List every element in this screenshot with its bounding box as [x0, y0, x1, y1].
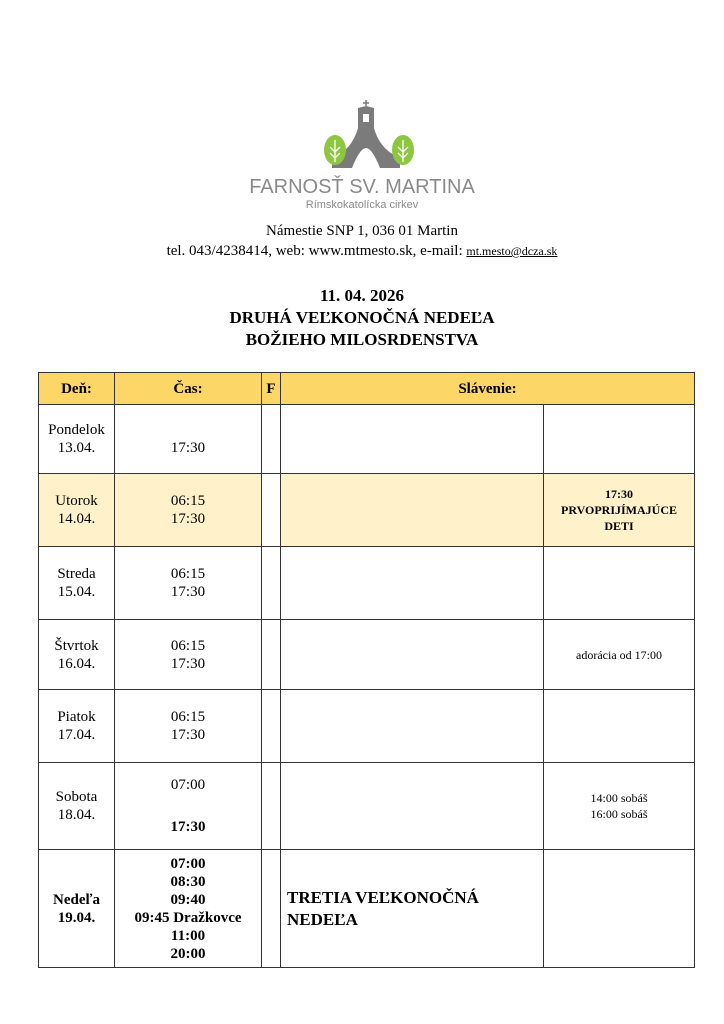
- day-name: Štvrtok: [54, 637, 99, 654]
- time-entry: 06:15: [170, 493, 206, 509]
- day-date: 17.04.: [57, 727, 96, 743]
- time-entry: 17:30: [170, 584, 206, 600]
- day-date: 19.04.: [57, 909, 96, 926]
- f-cell: [262, 690, 281, 763]
- day-name: Nedeľa: [52, 891, 101, 908]
- time-cell: [115, 620, 262, 690]
- day-date: 13.04.: [57, 440, 96, 456]
- day-cell: [39, 690, 115, 763]
- brand-subtitle: Rímskokatolícka cirkev: [305, 199, 419, 211]
- time-cell: [115, 405, 262, 474]
- note-cell: [544, 405, 695, 474]
- time-cell: [115, 547, 262, 620]
- address: Námestie SNP 1, 036 01 Martin: [266, 223, 458, 239]
- day-cell: [39, 547, 115, 620]
- title-line1: DRUHÁ VEĽKONOČNÁ NEDEĽA: [229, 308, 495, 327]
- table-row: [39, 850, 695, 968]
- f-cell: [262, 474, 281, 547]
- note-cell: [544, 690, 695, 763]
- day-name: Utorok: [55, 493, 98, 509]
- time-entry: 17:30: [170, 727, 206, 743]
- note-line: DETI: [604, 519, 634, 533]
- day-cell: [39, 405, 115, 474]
- parish-logo: [316, 98, 416, 170]
- celebration-cell: [281, 690, 544, 763]
- title-line2: BOŽIEHO MILOSRDENSTVA: [245, 330, 479, 349]
- day-date: 18.04.: [57, 807, 96, 823]
- note-cell: [544, 474, 695, 547]
- time-entry: 20:00: [170, 945, 206, 962]
- celebration-cell: [281, 547, 544, 620]
- time-entry: 17:30: [170, 440, 206, 456]
- f-cell: [262, 850, 281, 968]
- day-name: Sobota: [55, 789, 98, 805]
- table-row: [39, 405, 695, 474]
- time-entry: 11:00: [170, 927, 206, 944]
- time-cell: [115, 763, 262, 850]
- time-entry: 17:30: [170, 511, 206, 527]
- time-entry: 07:00: [170, 777, 206, 793]
- table-row: [39, 690, 695, 763]
- header-time: Čas:: [115, 373, 262, 405]
- email-link[interactable]: mt.mesto@dcza.sk: [466, 244, 558, 258]
- header-f: F: [262, 373, 281, 405]
- day-name: Streda: [57, 566, 96, 582]
- note-cell: [544, 763, 695, 850]
- contact-text: tel. 043/4238414, web: www.mtmesto.sk, e-mail:: [166, 243, 467, 259]
- schedule-table: [38, 372, 695, 968]
- celebration-cell: TRETIA VEĽKONOČNÁ NEDEĽA: [281, 850, 544, 968]
- time-cell: [115, 850, 262, 968]
- day-date: 14.04.: [57, 511, 96, 527]
- celebration-cell: [281, 763, 544, 850]
- note-line: 14:00 sobáš: [590, 791, 648, 805]
- contact-line: [0, 243, 724, 260]
- f-cell: [262, 620, 281, 690]
- day-date: 16.04.: [57, 655, 96, 672]
- day-name: Piatok: [57, 709, 96, 725]
- table-row: [39, 547, 695, 620]
- time-entry: 06:15: [170, 637, 206, 654]
- day-cell: [39, 763, 115, 850]
- time-entry: 09:45 Dražkovce: [134, 909, 242, 926]
- header-celebration: Slávenie:: [281, 373, 695, 405]
- time-entry: 17:30: [170, 655, 206, 672]
- time-entry: 08:30: [170, 873, 206, 890]
- time-cell: [115, 474, 262, 547]
- celebration-cell: [281, 474, 544, 547]
- day-date: 15.04.: [57, 584, 96, 600]
- note-cell: [544, 620, 695, 690]
- note-line: 16:00 sobáš: [590, 807, 648, 821]
- time-entry: 17:30: [170, 819, 206, 835]
- f-cell: [262, 763, 281, 850]
- brand-name: FARNOSŤ SV. MARTINA: [249, 176, 475, 198]
- time-entry: 07:00: [170, 855, 206, 872]
- table-row: [39, 620, 695, 690]
- time-cell: [115, 690, 262, 763]
- header-day: Deň:: [39, 373, 115, 405]
- day-cell: [39, 850, 115, 968]
- day-cell: [39, 620, 115, 690]
- f-cell: [262, 547, 281, 620]
- day-cell: [39, 474, 115, 547]
- table-row: [39, 474, 695, 547]
- time-entry: 09:40: [170, 891, 206, 908]
- note-cell: [544, 850, 695, 968]
- time-entry: 06:15: [170, 709, 206, 725]
- time-entry: 06:15: [170, 566, 206, 582]
- day-name: Pondelok: [48, 422, 105, 438]
- date-heading: 11. 04. 2026: [319, 286, 405, 305]
- note-line: adorácia od 17:00: [576, 647, 662, 662]
- table-row: [39, 763, 695, 850]
- note-cell: [544, 547, 695, 620]
- celebration-cell: [281, 620, 544, 690]
- celebration-cell: [281, 405, 544, 474]
- f-cell: [262, 405, 281, 474]
- note-line: 17:30: [605, 487, 633, 501]
- note-line: PRVOPRIJÍMAJÚCE: [561, 503, 677, 517]
